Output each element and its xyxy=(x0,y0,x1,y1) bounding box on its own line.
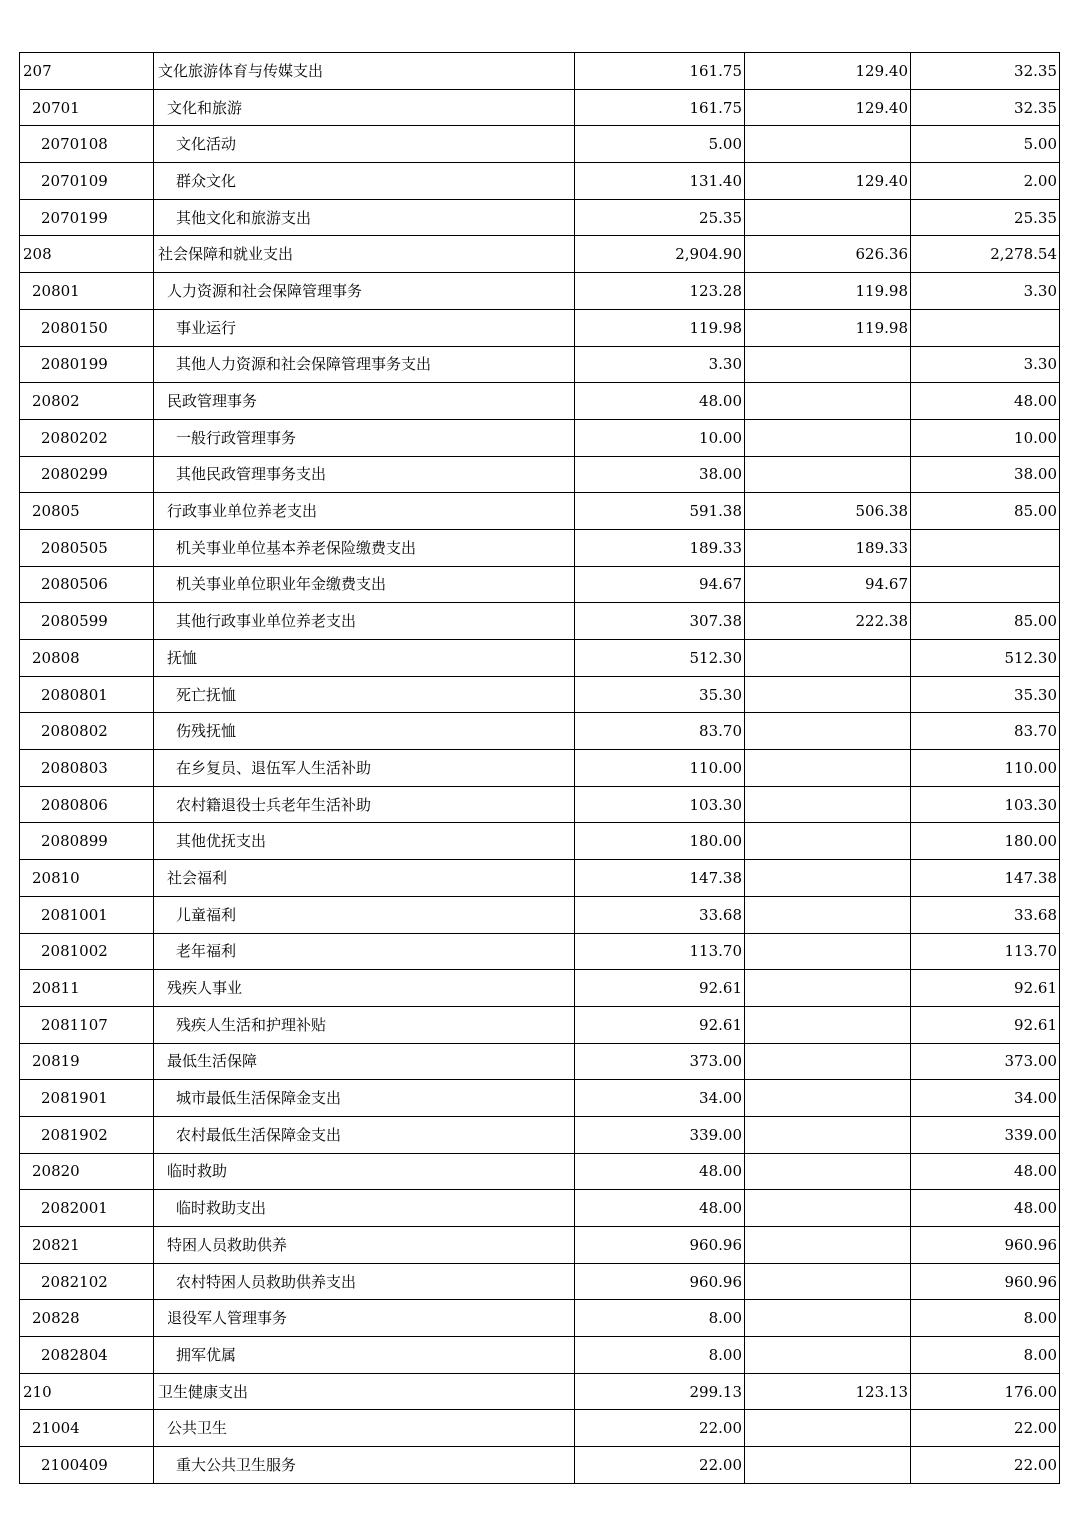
project-expenditure-cell: 48.00 xyxy=(911,1153,1060,1190)
total-amount-cell: 33.68 xyxy=(575,896,745,933)
table-row xyxy=(20,786,1060,823)
total-amount-cell: 83.70 xyxy=(575,713,745,750)
project-expenditure-cell: 22.00 xyxy=(911,1447,1060,1484)
project-expenditure-cell xyxy=(911,566,1060,603)
table-row xyxy=(20,493,1060,530)
basic-expenditure-cell: 222.38 xyxy=(745,603,911,640)
subject-code-cell: 20802 xyxy=(20,383,154,420)
subject-code-cell: 2070108 xyxy=(20,126,154,163)
table-row xyxy=(20,933,1060,970)
subject-code-cell: 2080150 xyxy=(20,309,154,346)
table-row xyxy=(20,676,1060,713)
project-expenditure-cell: 83.70 xyxy=(911,713,1060,750)
project-expenditure-cell: 512.30 xyxy=(911,640,1060,677)
subject-code-cell: 20701 xyxy=(20,89,154,126)
basic-expenditure-cell: 119.98 xyxy=(745,273,911,310)
total-amount-cell: 123.28 xyxy=(575,273,745,310)
table-row xyxy=(20,823,1060,860)
project-expenditure-cell: 35.30 xyxy=(911,676,1060,713)
project-expenditure-cell: 8.00 xyxy=(911,1337,1060,1374)
subject-code-cell: 208 xyxy=(20,236,154,273)
basic-expenditure-cell: 129.40 xyxy=(745,163,911,200)
subject-code-cell: 20828 xyxy=(20,1300,154,1337)
basic-expenditure-cell xyxy=(745,346,911,383)
total-amount-cell: 131.40 xyxy=(575,163,745,200)
basic-expenditure-cell: 626.36 xyxy=(745,236,911,273)
subject-code-cell: 2081901 xyxy=(20,1080,154,1117)
table-row xyxy=(20,199,1060,236)
project-expenditure-cell: 85.00 xyxy=(911,603,1060,640)
subject-code-cell: 2081001 xyxy=(20,896,154,933)
subject-code-cell: 20811 xyxy=(20,970,154,1007)
subject-name-cell: 退役军人管理事务 xyxy=(154,1300,575,1337)
total-amount-cell: 591.38 xyxy=(575,493,745,530)
subject-code-cell: 20821 xyxy=(20,1227,154,1264)
table-row xyxy=(20,1153,1060,1190)
project-expenditure-cell: 38.00 xyxy=(911,456,1060,493)
project-expenditure-cell: 32.35 xyxy=(911,89,1060,126)
subject-name-cell: 死亡抚恤 xyxy=(154,676,575,713)
basic-expenditure-cell xyxy=(745,676,911,713)
table-row xyxy=(20,1300,1060,1337)
total-amount-cell: 161.75 xyxy=(575,53,745,90)
total-amount-cell: 22.00 xyxy=(575,1410,745,1447)
project-expenditure-cell: 48.00 xyxy=(911,1190,1060,1227)
table-row xyxy=(20,1337,1060,1374)
basic-expenditure-cell xyxy=(745,1337,911,1374)
subject-code-cell: 2080506 xyxy=(20,566,154,603)
project-expenditure-cell: 92.61 xyxy=(911,1006,1060,1043)
total-amount-cell: 103.30 xyxy=(575,786,745,823)
subject-name-cell: 人力资源和社会保障管理事务 xyxy=(154,273,575,310)
table-row xyxy=(20,566,1060,603)
table-row xyxy=(20,346,1060,383)
basic-expenditure-cell xyxy=(745,1043,911,1080)
total-amount-cell: 34.00 xyxy=(575,1080,745,1117)
total-amount-cell: 92.61 xyxy=(575,970,745,1007)
total-amount-cell: 35.30 xyxy=(575,676,745,713)
subject-name-cell: 卫生健康支出 xyxy=(154,1373,575,1410)
total-amount-cell: 92.61 xyxy=(575,1006,745,1043)
subject-code-cell: 210 xyxy=(20,1373,154,1410)
project-expenditure-cell: 103.30 xyxy=(911,786,1060,823)
project-expenditure-cell: 3.30 xyxy=(911,346,1060,383)
basic-expenditure-cell xyxy=(745,1263,911,1300)
project-expenditure-cell: 92.61 xyxy=(911,970,1060,1007)
subject-name-cell: 事业运行 xyxy=(154,309,575,346)
basic-expenditure-cell xyxy=(745,823,911,860)
project-expenditure-cell: 110.00 xyxy=(911,750,1060,787)
subject-code-cell: 2080803 xyxy=(20,750,154,787)
total-amount-cell: 161.75 xyxy=(575,89,745,126)
subject-code-cell: 2082001 xyxy=(20,1190,154,1227)
table-row xyxy=(20,1447,1060,1484)
project-expenditure-cell xyxy=(911,529,1060,566)
total-amount-cell: 38.00 xyxy=(575,456,745,493)
table-row xyxy=(20,1373,1060,1410)
subject-code-cell: 2081107 xyxy=(20,1006,154,1043)
subject-name-cell: 抚恤 xyxy=(154,640,575,677)
table-row xyxy=(20,713,1060,750)
project-expenditure-cell: 2,278.54 xyxy=(911,236,1060,273)
subject-name-cell: 一般行政管理事务 xyxy=(154,419,575,456)
subject-name-cell: 残疾人事业 xyxy=(154,970,575,1007)
basic-expenditure-cell xyxy=(745,1153,911,1190)
total-amount-cell: 110.00 xyxy=(575,750,745,787)
project-expenditure-cell xyxy=(911,309,1060,346)
subject-code-cell: 2081902 xyxy=(20,1116,154,1153)
subject-name-cell: 农村特困人员救助供养支出 xyxy=(154,1263,575,1300)
subject-code-cell: 20820 xyxy=(20,1153,154,1190)
subject-name-cell: 最低生活保障 xyxy=(154,1043,575,1080)
basic-expenditure-cell xyxy=(745,640,911,677)
total-amount-cell: 25.35 xyxy=(575,199,745,236)
table-row xyxy=(20,896,1060,933)
basic-expenditure-cell xyxy=(745,419,911,456)
project-expenditure-cell: 3.30 xyxy=(911,273,1060,310)
total-amount-cell: 48.00 xyxy=(575,383,745,420)
project-expenditure-cell: 373.00 xyxy=(911,1043,1060,1080)
subject-name-cell: 伤残抚恤 xyxy=(154,713,575,750)
subject-name-cell: 文化旅游体育与传媒支出 xyxy=(154,53,575,90)
table-row xyxy=(20,1263,1060,1300)
basic-expenditure-cell xyxy=(745,1080,911,1117)
subject-code-cell: 20819 xyxy=(20,1043,154,1080)
basic-expenditure-cell xyxy=(745,199,911,236)
total-amount-cell: 189.33 xyxy=(575,529,745,566)
table-row xyxy=(20,970,1060,1007)
basic-expenditure-cell xyxy=(745,1300,911,1337)
subject-name-cell: 文化和旅游 xyxy=(154,89,575,126)
basic-expenditure-cell xyxy=(745,1006,911,1043)
total-amount-cell: 307.38 xyxy=(575,603,745,640)
table-row xyxy=(20,1410,1060,1447)
subject-name-cell: 老年福利 xyxy=(154,933,575,970)
basic-expenditure-cell xyxy=(745,1190,911,1227)
subject-code-cell: 20801 xyxy=(20,273,154,310)
total-amount-cell: 299.13 xyxy=(575,1373,745,1410)
basic-expenditure-cell xyxy=(745,1447,911,1484)
basic-expenditure-cell xyxy=(745,896,911,933)
total-amount-cell: 512.30 xyxy=(575,640,745,677)
total-amount-cell: 94.67 xyxy=(575,566,745,603)
subject-name-cell: 其他优抚支出 xyxy=(154,823,575,860)
subject-code-cell: 20808 xyxy=(20,640,154,677)
basic-expenditure-cell xyxy=(745,786,911,823)
subject-name-cell: 儿童福利 xyxy=(154,896,575,933)
table-row xyxy=(20,1190,1060,1227)
subject-code-cell: 2082102 xyxy=(20,1263,154,1300)
project-expenditure-cell: 22.00 xyxy=(911,1410,1060,1447)
subject-name-cell: 其他人力资源和社会保障管理事务支出 xyxy=(154,346,575,383)
table-row xyxy=(20,1116,1060,1153)
subject-code-cell: 2080599 xyxy=(20,603,154,640)
subject-code-cell: 20810 xyxy=(20,860,154,897)
project-expenditure-cell: 8.00 xyxy=(911,1300,1060,1337)
table-row xyxy=(20,1080,1060,1117)
project-expenditure-cell: 960.96 xyxy=(911,1227,1060,1264)
subject-code-cell: 20805 xyxy=(20,493,154,530)
subject-name-cell: 文化活动 xyxy=(154,126,575,163)
project-expenditure-cell: 85.00 xyxy=(911,493,1060,530)
table-row xyxy=(20,1006,1060,1043)
table-row xyxy=(20,603,1060,640)
subject-code-cell: 2070109 xyxy=(20,163,154,200)
total-amount-cell: 373.00 xyxy=(575,1043,745,1080)
subject-code-cell: 2080806 xyxy=(20,786,154,823)
subject-code-cell: 2080802 xyxy=(20,713,154,750)
total-amount-cell: 119.98 xyxy=(575,309,745,346)
total-amount-cell: 960.96 xyxy=(575,1263,745,1300)
subject-name-cell: 城市最低生活保障金支出 xyxy=(154,1080,575,1117)
table-row xyxy=(20,53,1060,90)
total-amount-cell: 8.00 xyxy=(575,1337,745,1374)
basic-expenditure-cell xyxy=(745,126,911,163)
subject-name-cell: 在乡复员、退伍军人生活补助 xyxy=(154,750,575,787)
table-row xyxy=(20,1227,1060,1264)
basic-expenditure-cell: 129.40 xyxy=(745,89,911,126)
basic-expenditure-cell: 506.38 xyxy=(745,493,911,530)
total-amount-cell: 113.70 xyxy=(575,933,745,970)
subject-code-cell: 2080202 xyxy=(20,419,154,456)
subject-name-cell: 社会福利 xyxy=(154,860,575,897)
subject-name-cell: 特困人员救助供养 xyxy=(154,1227,575,1264)
subject-code-cell: 2080505 xyxy=(20,529,154,566)
subject-name-cell: 临时救助支出 xyxy=(154,1190,575,1227)
basic-expenditure-cell xyxy=(745,750,911,787)
total-amount-cell: 180.00 xyxy=(575,823,745,860)
subject-name-cell: 残疾人生活和护理补贴 xyxy=(154,1006,575,1043)
table-body xyxy=(20,53,1060,1484)
subject-code-cell: 21004 xyxy=(20,1410,154,1447)
project-expenditure-cell: 32.35 xyxy=(911,53,1060,90)
total-amount-cell: 48.00 xyxy=(575,1153,745,1190)
basic-expenditure-cell xyxy=(745,1227,911,1264)
table-row xyxy=(20,89,1060,126)
basic-expenditure-cell xyxy=(745,860,911,897)
project-expenditure-cell: 5.00 xyxy=(911,126,1060,163)
total-amount-cell: 2,904.90 xyxy=(575,236,745,273)
basic-expenditure-cell: 94.67 xyxy=(745,566,911,603)
project-expenditure-cell: 34.00 xyxy=(911,1080,1060,1117)
table-row xyxy=(20,750,1060,787)
subject-code-cell: 2082804 xyxy=(20,1337,154,1374)
subject-code-cell: 207 xyxy=(20,53,154,90)
subject-name-cell: 行政事业单位养老支出 xyxy=(154,493,575,530)
total-amount-cell: 22.00 xyxy=(575,1447,745,1484)
subject-name-cell: 其他文化和旅游支出 xyxy=(154,199,575,236)
basic-expenditure-cell xyxy=(745,1410,911,1447)
table-row xyxy=(20,163,1060,200)
project-expenditure-cell: 25.35 xyxy=(911,199,1060,236)
project-expenditure-cell: 10.00 xyxy=(911,419,1060,456)
total-amount-cell: 48.00 xyxy=(575,1190,745,1227)
basic-expenditure-cell: 189.33 xyxy=(745,529,911,566)
basic-expenditure-cell xyxy=(745,383,911,420)
table-row xyxy=(20,1043,1060,1080)
basic-expenditure-cell xyxy=(745,1116,911,1153)
subject-name-cell: 群众文化 xyxy=(154,163,575,200)
subject-name-cell: 农村籍退役士兵老年生活补助 xyxy=(154,786,575,823)
basic-expenditure-cell xyxy=(745,933,911,970)
total-amount-cell: 5.00 xyxy=(575,126,745,163)
table-row xyxy=(20,273,1060,310)
table-row xyxy=(20,456,1060,493)
basic-expenditure-cell: 119.98 xyxy=(745,309,911,346)
project-expenditure-cell: 113.70 xyxy=(911,933,1060,970)
subject-name-cell: 其他民政管理事务支出 xyxy=(154,456,575,493)
subject-name-cell: 民政管理事务 xyxy=(154,383,575,420)
project-expenditure-cell: 176.00 xyxy=(911,1373,1060,1410)
basic-expenditure-cell xyxy=(745,970,911,1007)
subject-name-cell: 其他行政事业单位养老支出 xyxy=(154,603,575,640)
project-expenditure-cell: 147.38 xyxy=(911,860,1060,897)
project-expenditure-cell: 339.00 xyxy=(911,1116,1060,1153)
subject-name-cell: 重大公共卫生服务 xyxy=(154,1447,575,1484)
table-row xyxy=(20,309,1060,346)
subject-code-cell: 2080299 xyxy=(20,456,154,493)
subject-name-cell: 拥军优属 xyxy=(154,1337,575,1374)
basic-expenditure-cell: 123.13 xyxy=(745,1373,911,1410)
subject-code-cell: 2080899 xyxy=(20,823,154,860)
subject-name-cell: 社会保障和就业支出 xyxy=(154,236,575,273)
project-expenditure-cell: 180.00 xyxy=(911,823,1060,860)
total-amount-cell: 339.00 xyxy=(575,1116,745,1153)
project-expenditure-cell: 960.96 xyxy=(911,1263,1060,1300)
table-row xyxy=(20,126,1060,163)
budget-expenditure-table xyxy=(19,52,1060,1484)
total-amount-cell: 10.00 xyxy=(575,419,745,456)
subject-code-cell: 2100409 xyxy=(20,1447,154,1484)
project-expenditure-cell: 48.00 xyxy=(911,383,1060,420)
table-row xyxy=(20,529,1060,566)
subject-name-cell: 机关事业单位基本养老保险缴费支出 xyxy=(154,529,575,566)
project-expenditure-cell: 33.68 xyxy=(911,896,1060,933)
subject-code-cell: 2081002 xyxy=(20,933,154,970)
subject-name-cell: 公共卫生 xyxy=(154,1410,575,1447)
subject-name-cell: 机关事业单位职业年金缴费支出 xyxy=(154,566,575,603)
table-row xyxy=(20,419,1060,456)
subject-code-cell: 2080199 xyxy=(20,346,154,383)
subject-code-cell: 2080801 xyxy=(20,676,154,713)
table-row xyxy=(20,640,1060,677)
total-amount-cell: 960.96 xyxy=(575,1227,745,1264)
table-row xyxy=(20,860,1060,897)
basic-expenditure-cell: 129.40 xyxy=(745,53,911,90)
table-row xyxy=(20,236,1060,273)
table-row xyxy=(20,383,1060,420)
subject-name-cell: 农村最低生活保障金支出 xyxy=(154,1116,575,1153)
subject-name-cell: 临时救助 xyxy=(154,1153,575,1190)
basic-expenditure-cell xyxy=(745,713,911,750)
total-amount-cell: 8.00 xyxy=(575,1300,745,1337)
total-amount-cell: 3.30 xyxy=(575,346,745,383)
total-amount-cell: 147.38 xyxy=(575,860,745,897)
project-expenditure-cell: 2.00 xyxy=(911,163,1060,200)
basic-expenditure-cell xyxy=(745,456,911,493)
subject-code-cell: 2070199 xyxy=(20,199,154,236)
